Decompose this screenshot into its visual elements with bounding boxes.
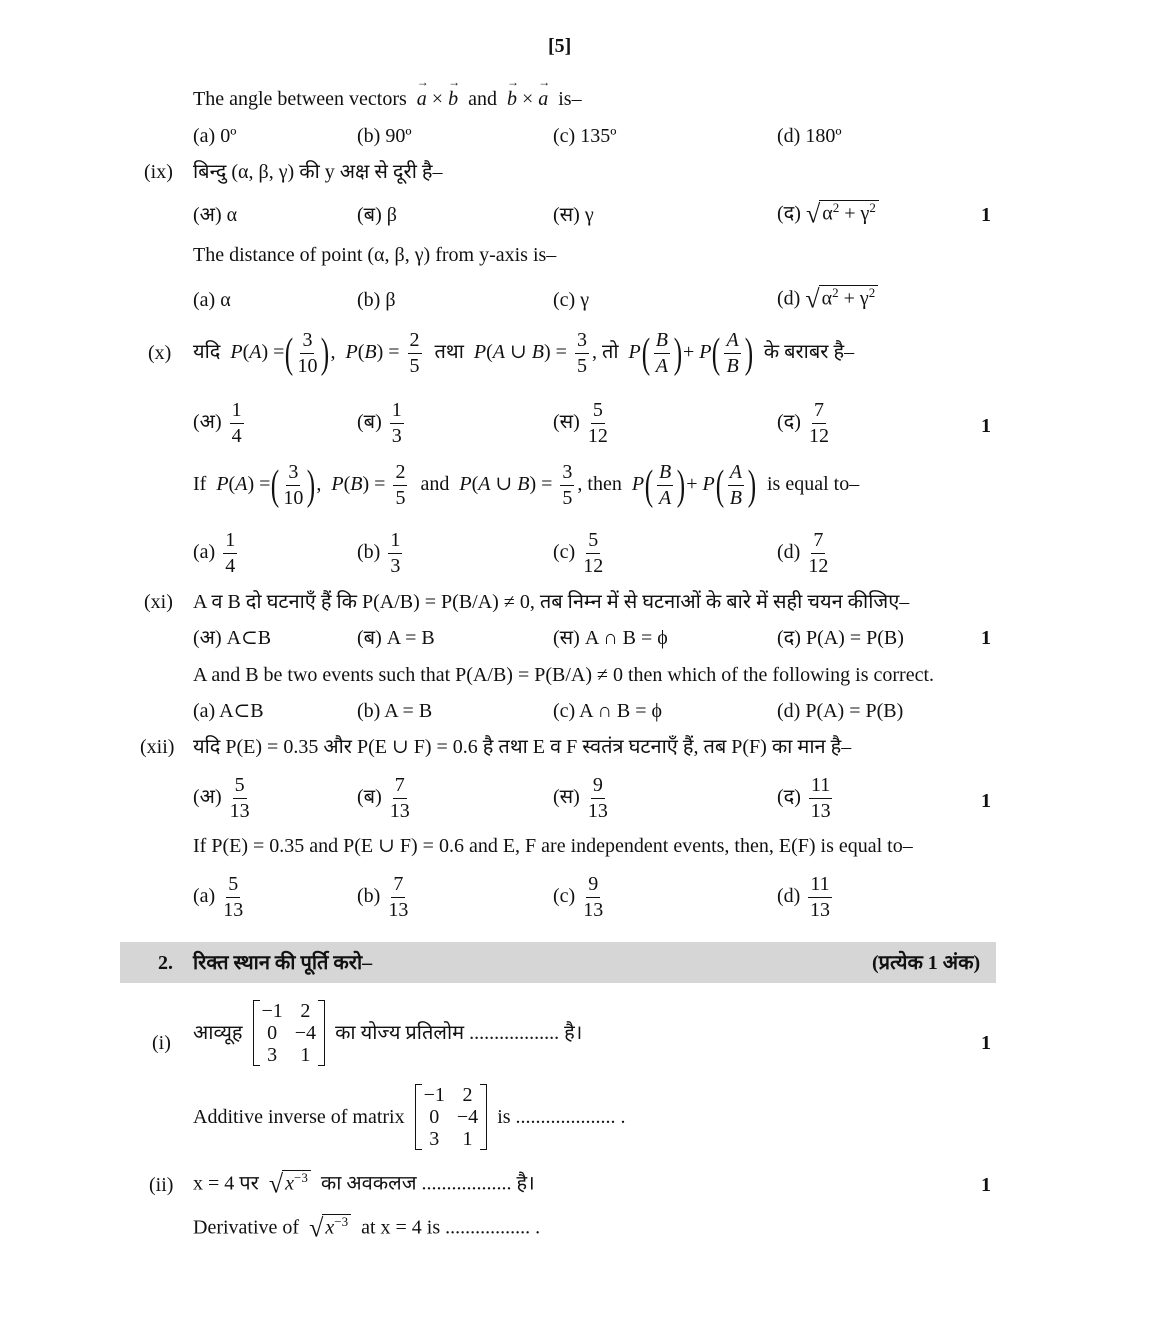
q12-en-option-a: (a) $\frac{5}{13}$ [193, 873, 244, 921]
section2-title: रिक्त स्थान की पूर्ति करो– [193, 952, 373, 974]
q10-hi-option-d: (द) $\frac{7}{12}$ [777, 399, 829, 447]
section2-number: 2. [158, 952, 173, 974]
q10-marks: 1 [981, 415, 991, 437]
q11-hi-text: A व B दो घटनाएँ हैं कि P(A/B) = P(B/A) ≠ 0, तब निम्न में से घटनाओं के बारे में सही चयन कीजिए– [193, 591, 910, 613]
q9-en-text: The distance of point (α, β, γ) from y-axis is– [193, 244, 557, 266]
q11-en-option-a: (a) A⊂B [193, 700, 264, 722]
q10-hi-text: यदि P(A) =( $\frac{3}{10}$ ), P(B) = $\frac{2}{5}$ तथा P(A ∪ B) = $\frac{3}{5}$ , तो P( $\frac{B}{A}$ )+ P( $\frac{A}{B}$ ) के बराबर है– [193, 329, 855, 377]
q8-option-d: (d) 180º [777, 125, 842, 147]
q10-en-option-a: (a) $\frac{1}{4}$ [193, 529, 236, 577]
fill1-hi-text: आव्यूह −1 2 0 −4 3 1 का योज्य प्रतिलोम .................. है। [193, 1000, 583, 1066]
section2-marks-note: (प्रत्येक 1 अंक) [872, 952, 981, 974]
fill1-en-matrix: −1 2 0 −4 3 1 [415, 1084, 488, 1150]
q11-hi-option-a: (अ) A⊂B [193, 627, 272, 649]
q9-en-option-c: (c) γ [553, 289, 590, 311]
q11-hi-option-b: (ब) A = B [357, 627, 435, 649]
q12-hi-option-b: (ब) $\frac{7}{13}$ [357, 774, 410, 822]
q11-number: (xi) [144, 591, 173, 613]
q12-en-option-c: (c) $\frac{9}{13}$ [553, 873, 604, 921]
q9-marks: 1 [981, 204, 991, 226]
q12-en-option-d: (d) $\frac{11}{13}$ [777, 873, 830, 921]
q9-en-option-d: (d) √ $\alpha^2 + \gamma^2$ [777, 285, 878, 313]
q10-number: (x) [148, 342, 172, 364]
q10-en-option-d: (d) $\frac{7}{12}$ [777, 529, 829, 577]
q9-hi-option-a: (अ) α [193, 204, 238, 226]
q11-en-option-d: (d) P(A) = P(B) [777, 700, 904, 722]
q12-hi-option-c: (स) $\frac{9}{13}$ [553, 774, 608, 822]
q11-marks: 1 [981, 627, 991, 649]
q11-hi-option-d: (द) P(A) = P(B) [777, 627, 904, 649]
fill1-marks: 1 [981, 1032, 991, 1054]
q10-en-option-c: (c) $\frac{5}{12}$ [553, 529, 604, 577]
q12-number: (xii) [140, 736, 175, 758]
q8-option-c: (c) 135º [553, 125, 617, 147]
fill2-number: (ii) [149, 1174, 174, 1196]
q9-hi-text: बिन्दु (α, β, γ) की y अक्ष से दूरी है– [193, 161, 443, 183]
fill1-en-text: Additive inverse of matrix −1 2 0 −4 3 1 is .................... . [193, 1084, 626, 1150]
q8-en-text: The angle between vectors → a × → b and → b × → a is– [193, 89, 582, 109]
q10-hi-option-c: (स) $\frac{5}{12}$ [553, 399, 608, 447]
q9-en-option-a: (a) α [193, 289, 231, 311]
q9-en-option-b: (b) β [357, 289, 396, 311]
q9-hi-option-d: (द) √ $\alpha^2 + \gamma^2$ [777, 200, 879, 228]
q11-en-option-b: (b) A = B [357, 700, 433, 722]
q10-en-text: If P(A) =( $\frac{3}{10}$ ), P(B) = $\frac{2}{5}$ and P(A ∪ B) = $\frac{3}{5}$ , then P( $\frac{B}{A}$ )+ P( $\frac{A}{B}$ ) is equal to– [193, 461, 860, 509]
q10-hi-option-a: (अ) $\frac{1}{4}$ [193, 399, 242, 447]
q12-en-option-b: (b) $\frac{7}{13}$ [357, 873, 409, 921]
q8-option-b: (b) 90º [357, 125, 412, 147]
page-number: [5] [548, 35, 572, 57]
q12-hi-text: यदि P(E) = 0.35 और P(E ∪ F) = 0.6 है तथा E व F स्वतंत्र घटनाएँ हैं, तब P(F) का मान है– [193, 736, 852, 758]
q10-hi-option-b: (ब) $\frac{1}{3}$ [357, 399, 402, 447]
fill2-en-text: Derivative of √ $x^{-3}$ at x = 4 is ................. . [193, 1213, 541, 1243]
fill1-matrix: −1 2 0 −4 3 1 [253, 1000, 326, 1066]
q12-marks: 1 [981, 790, 991, 812]
q9-number: (ix) [144, 161, 173, 183]
q12-hi-option-d: (द) $\frac{11}{13}$ [777, 774, 831, 822]
q11-en-text: A and B be two events such that P(A/B) = P(B/A) ≠ 0 then which of the following is correct. [193, 664, 935, 686]
q8-option-a: (a) 0º [193, 125, 237, 147]
fill2-hi-text: x = 4 पर √ $x^{-3}$ का अवकलज .................. है। [193, 1169, 535, 1199]
q12-en-text: If P(E) = 0.35 and P(E ∪ F) = 0.6 and E, F are independent events, then, E(F) is equal to– [193, 835, 913, 857]
q10-en-option-b: (b) $\frac{1}{3}$ [357, 529, 401, 577]
q11-hi-option-c: (स) A ∩ B = ϕ [553, 627, 668, 649]
q11-en-option-c: (c) A ∩ B = ϕ [553, 700, 663, 722]
q9-hi-option-c: (स) γ [553, 204, 594, 226]
q9-hi-option-b: (ब) β [357, 204, 397, 226]
fill1-number: (i) [152, 1032, 171, 1054]
fill2-marks: 1 [981, 1174, 991, 1196]
q12-hi-option-a: (अ) $\frac{5}{13}$ [193, 774, 250, 822]
